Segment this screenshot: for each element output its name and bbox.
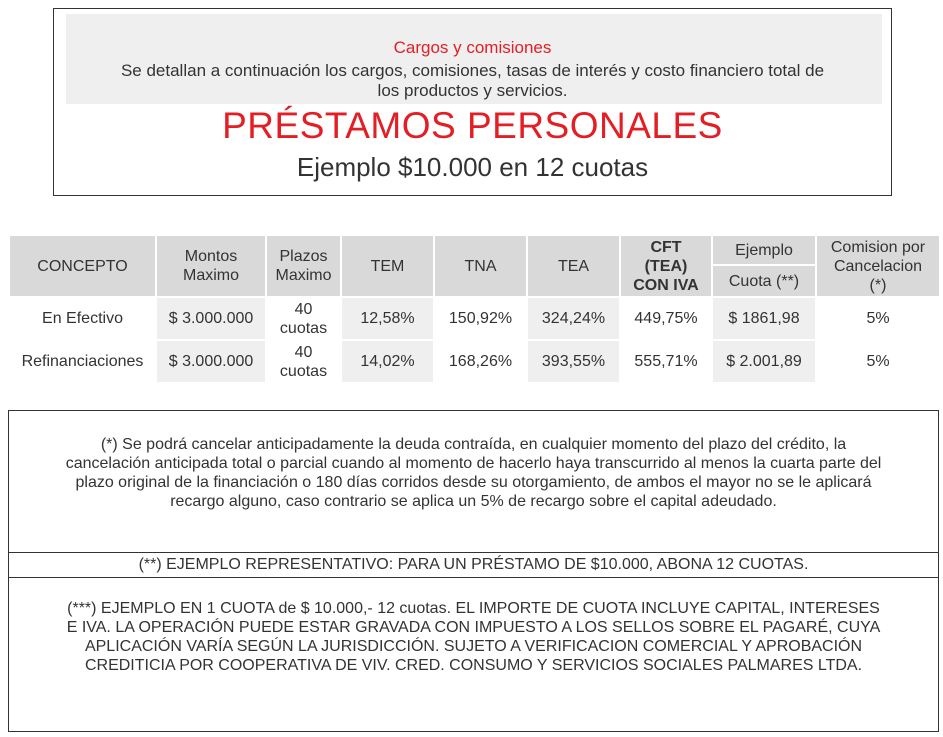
cell-monto: $ 3.000.000 <box>156 297 266 340</box>
cell-cuota: $ 1861,98 <box>712 297 816 340</box>
cell-tem: 12,58% <box>341 297 434 340</box>
note3-line1: (***) EJEMPLO EN 1 CUOTA de $ 10.000,- 12 cuotas. EL IMPORTE DE CUOTA INCLUYE CAPITAL, INTERESES <box>67 600 880 617</box>
note1-line4: recargo alguno, caso contrario se aplica un 5% de recargo sobre el capital adeudado. <box>170 493 777 510</box>
cell-tea: 393,55% <box>527 340 620 383</box>
col-montos-line2: Maximo <box>182 267 239 284</box>
col-ejemplo: Ejemplo <box>712 235 816 265</box>
cell-comision: 5% <box>816 297 940 340</box>
note-cancelacion <box>8 410 939 553</box>
cell-plazo <box>266 297 341 340</box>
cell-plazo-line1: 40 <box>294 343 313 361</box>
cell-plazo <box>266 340 341 383</box>
cell-cft: 449,75% <box>620 297 712 340</box>
cell-tna: 168,26% <box>434 340 527 383</box>
col-cft-line3: CON IVA <box>633 276 699 294</box>
header-box <box>53 8 892 196</box>
col-comision <box>816 235 940 297</box>
cargos-desc-line1: Se detallan a continuación los cargos, comisiones, tasas de interés y costo financiero total de <box>120 61 825 80</box>
note2-text: (**) EJEMPLO REPRESENTATIVO: PARA UN PRÉSTAMO DE $10.000, ABONA 12 CUOTAS. <box>138 556 809 573</box>
cell-cuota: $ 2.001,89 <box>712 340 816 383</box>
note3-line3: APLICACIÓN VARÍA SEGÚN LA JURISDICCIÓN. SUJETO A VERIFICACION COMERCIAL Y APROBACIÓN <box>84 638 863 655</box>
note-ejemplo-representativo <box>8 552 939 578</box>
note-disclaimer <box>8 577 939 732</box>
note1-line2: cancelación anticipada total o parcial cuando al momento de hacerlo haya transcurrido al menos la cuarta parte del <box>65 455 882 472</box>
cell-comision: 5% <box>816 340 940 383</box>
col-montos-line1: Montos <box>184 248 238 265</box>
col-montos <box>156 235 266 297</box>
cargos-desc-line2: los productos y servicios. <box>377 81 568 100</box>
cell-tem: 14,02% <box>341 340 434 383</box>
table-header-row <box>9 235 940 265</box>
cell-concepto: En Efectivo <box>9 297 156 340</box>
cargos-title: Cargos y comisiones <box>393 38 552 57</box>
cell-tna: 150,92% <box>434 297 527 340</box>
rates-table <box>8 234 941 384</box>
table-row <box>9 297 940 340</box>
col-cft <box>620 235 712 297</box>
col-comision-line3: (*) <box>869 276 887 294</box>
cell-plazo-line1: 40 <box>294 300 313 318</box>
note1-line3: plazo original de la financiación o 180 días corridos desde su otorgamiento, de ambos el mayor no se le aplicará <box>75 474 872 491</box>
col-comision-line1: Comision por <box>830 238 926 256</box>
col-tem: TEM <box>341 235 434 297</box>
table-row <box>9 340 940 383</box>
note1-line1: (*) Se podrá cancelar anticipadamente la deuda contraída, en cualquier momento del plazo del crédito, la <box>100 436 847 453</box>
note3-line2: E IVA. LA OPERACIÓN PUEDE ESTAR GRAVADA CON IMPUESTO A LOS SELLOS SOBRE EL PAGARÉ, CUYA <box>66 619 881 636</box>
col-plazos-line1: Plazos <box>279 248 328 265</box>
cell-cft: 555,71% <box>620 340 712 383</box>
col-cuota: Cuota (**) <box>712 265 816 297</box>
col-cft-line2: (TEA) <box>644 257 688 275</box>
col-tea: TEA <box>527 235 620 297</box>
subtitle: Ejemplo $10.000 en 12 cuotas <box>296 152 649 182</box>
col-cft-line1: CFT <box>650 238 682 256</box>
note3-line4: CREDITICIA POR COOPERATIVA DE VIV. CRED. CONSUMO Y SERVICIOS SOCIALES PALMARES LTDA. <box>84 657 863 674</box>
cell-plazo-line2: cuotas <box>279 362 328 380</box>
cell-monto: $ 3.000.000 <box>156 340 266 383</box>
cell-concepto: Refinanciaciones <box>9 340 156 383</box>
col-concepto: CONCEPTO <box>9 235 156 297</box>
col-tna: TNA <box>434 235 527 297</box>
cell-tea: 324,24% <box>527 297 620 340</box>
cell-plazo-line2: cuotas <box>279 319 328 337</box>
col-comision-line2: Cancelacion <box>833 257 923 275</box>
col-plazos <box>266 235 341 297</box>
main-title: PRÉSTAMOS PERSONALES <box>222 105 723 146</box>
col-plazos-line2: Maximo <box>275 267 332 284</box>
cargos-description <box>54 61 891 101</box>
